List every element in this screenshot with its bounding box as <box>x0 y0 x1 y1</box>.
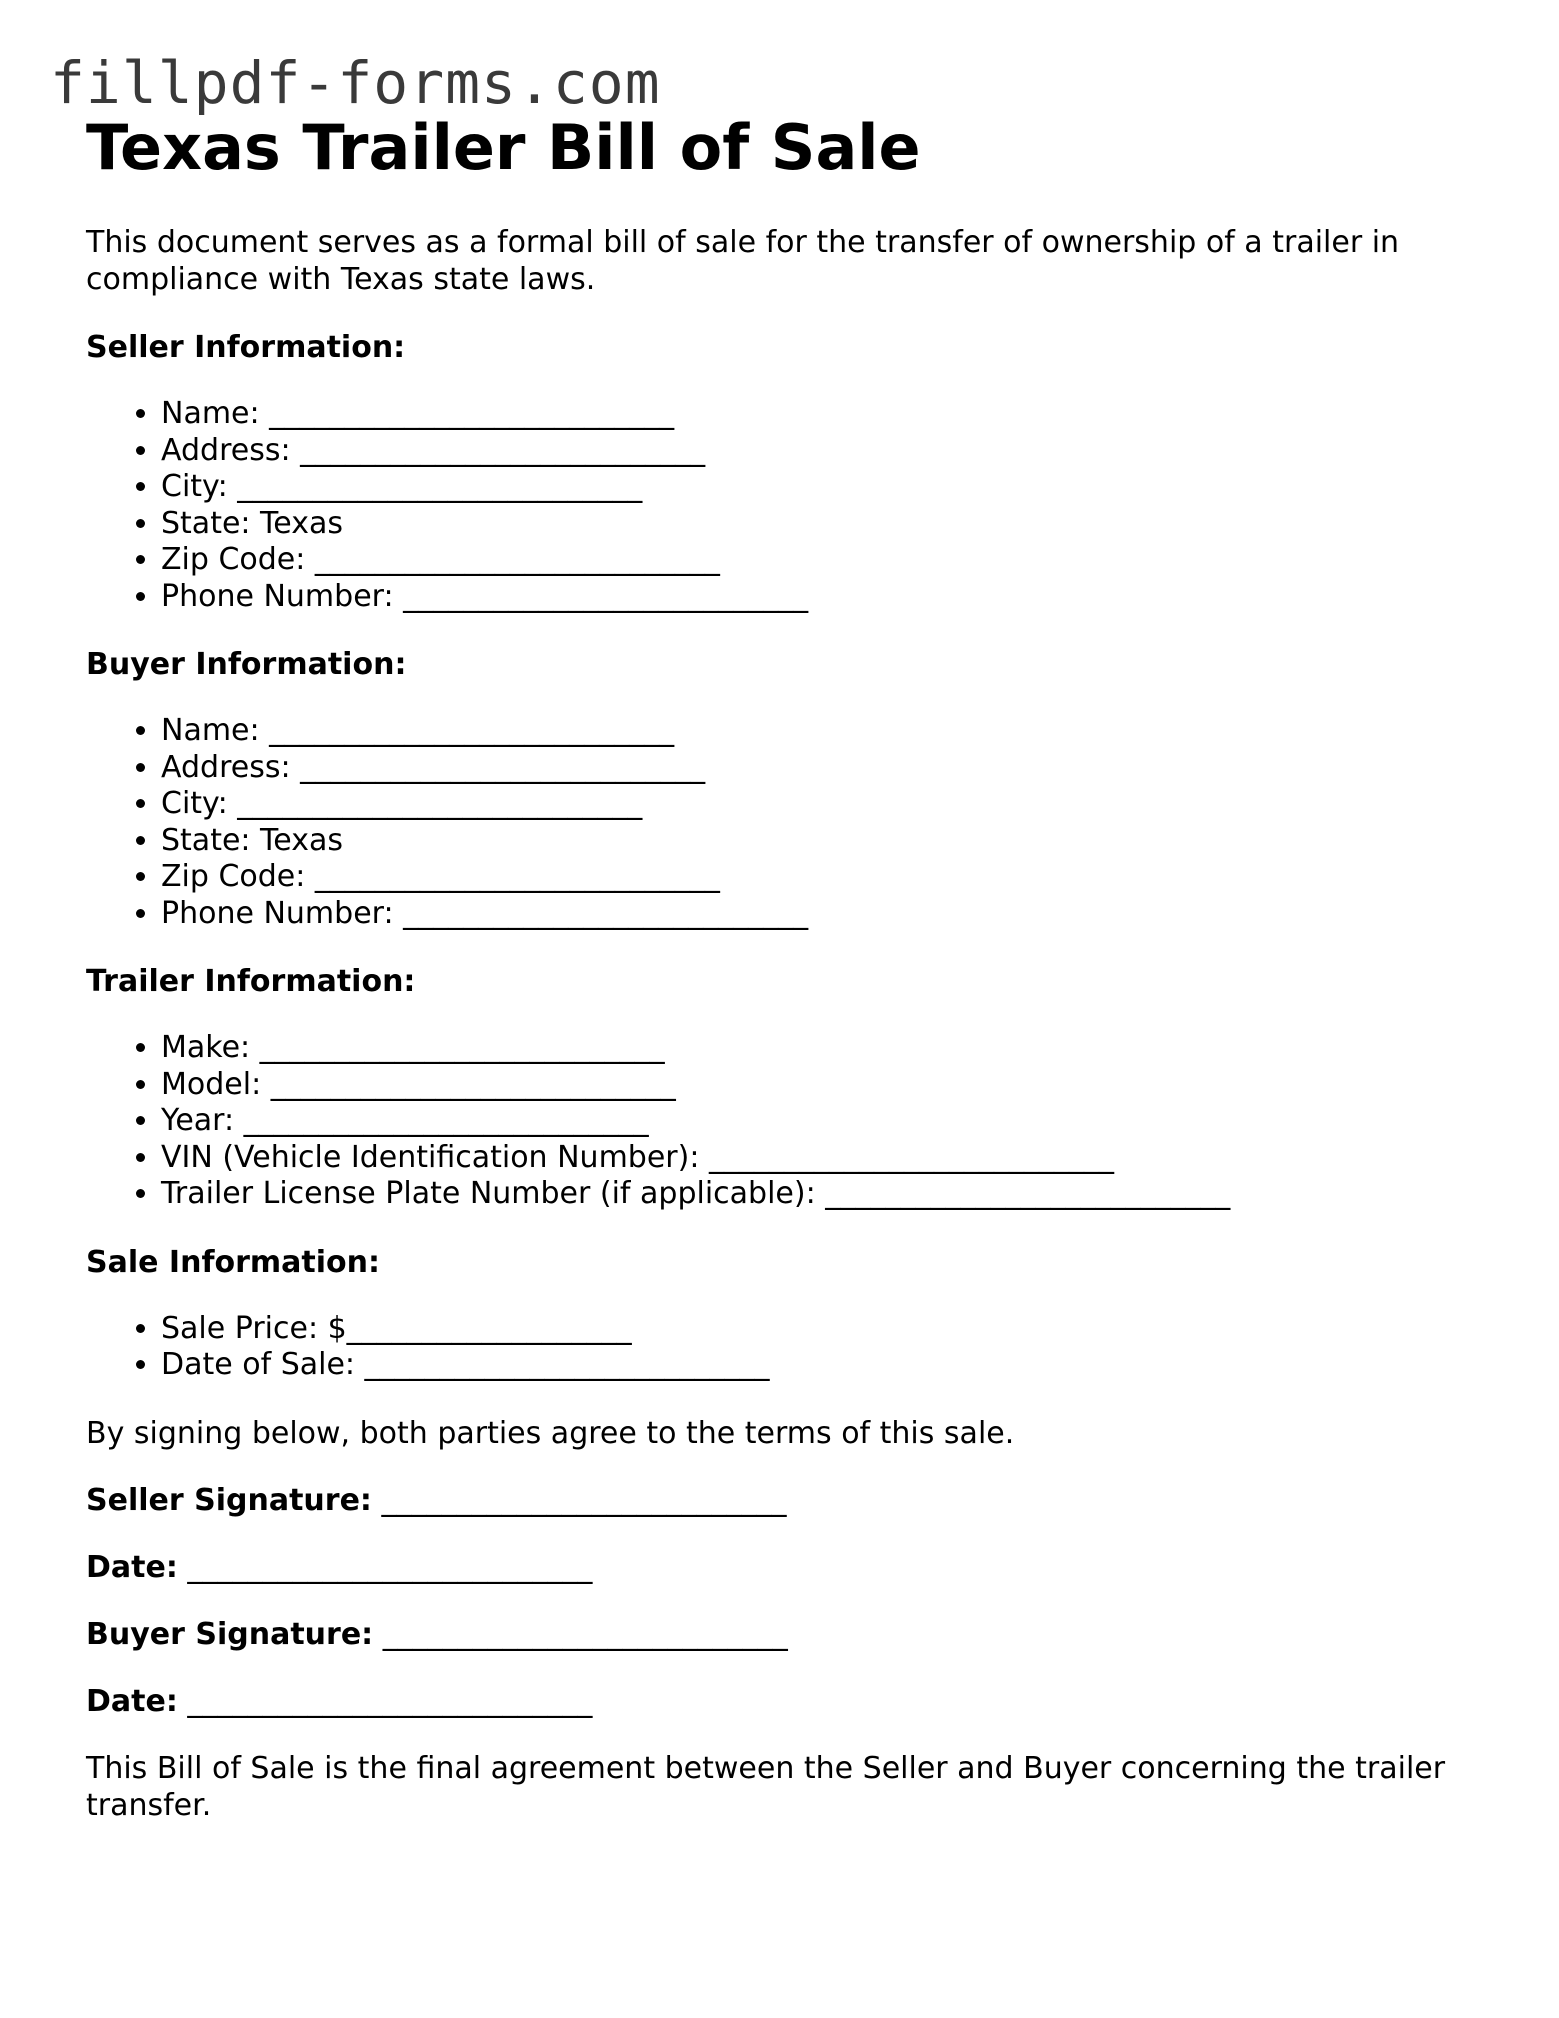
buyer-signature-row <box>86 1616 1486 1653</box>
trailer-vin-field: • VIN (Vehicle Identification Number): ___________________________ <box>161 1140 1486 1177</box>
buyer-signature-label: Buyer Signature: <box>86 1616 374 1652</box>
seller-city-field: • City: ___________________________ <box>161 469 1486 506</box>
seller-name-field: • Name: ___________________________ <box>161 396 1486 433</box>
buyer-date-row <box>86 1683 1486 1720</box>
seller-date-label: Date: <box>86 1549 178 1585</box>
agreement-statement: By signing below, both parties agree to the terms of this sale. <box>86 1415 1015 1451</box>
closing-statement: This Bill of Sale is the final agreement between the Seller and Buyer concerning the trailer transfer. <box>86 1750 1446 1823</box>
buyer-city-field: • City: ___________________________ <box>161 786 1486 823</box>
document-body <box>86 108 1486 1824</box>
sale-price-field: • Sale Price: $___________________ <box>161 1311 1486 1348</box>
seller-date-row <box>86 1549 1486 1586</box>
buyer-address-field: • Address: ___________________________ <box>161 750 1486 787</box>
seller-signature-row <box>86 1482 1486 1519</box>
seller-section-heading: Seller Information: <box>86 330 406 365</box>
seller-phone-field: • Phone Number: ___________________________ <box>161 579 1486 616</box>
trailer-make-field: • Make: ___________________________ <box>161 1030 1486 1067</box>
buyer-date-line: ___________________________ <box>187 1683 593 1719</box>
seller-zip-field: • Zip Code: ___________________________ <box>161 542 1486 579</box>
sale-section-heading: Sale Information: <box>86 1244 380 1280</box>
seller-address-field: • Address: ___________________________ <box>161 433 1486 470</box>
seller-signature-line: ___________________________ <box>381 1482 787 1518</box>
buyer-name-field: • Name: ___________________________ <box>161 713 1486 750</box>
buyer-phone-field: • Phone Number: ___________________________ <box>161 896 1486 933</box>
sale-field-list <box>86 1311 1486 1384</box>
buyer-date-label: Date: <box>86 1683 178 1719</box>
buyer-zip-field: • Zip Code: ___________________________ <box>161 859 1486 896</box>
trailer-field-list <box>86 1030 1486 1213</box>
watermark-text: fillpdf-forms.com <box>50 49 661 117</box>
buyer-signature-line: ___________________________ <box>382 1616 788 1652</box>
trailer-plate-field: • Trailer License Plate Number (if applicable): ___________________________ <box>161 1176 1486 1213</box>
seller-signature-label: Seller Signature: <box>86 1482 372 1518</box>
trailer-model-field: • Model: ___________________________ <box>161 1067 1486 1104</box>
intro-paragraph: This document serves as a formal bill of sale for the transfer of ownership of a trailer in compliance with Texas state laws. <box>86 225 1400 297</box>
trailer-year-field: • Year: ___________________________ <box>161 1103 1486 1140</box>
document-title: Texas Trailer Bill of Sale <box>86 111 921 184</box>
sale-date-field: • Date of Sale: ___________________________ <box>161 1347 1486 1384</box>
buyer-section-heading: Buyer Information: <box>86 647 407 682</box>
seller-field-list <box>86 396 1486 615</box>
buyer-state-field: • State: Texas <box>161 823 1486 860</box>
buyer-field-list <box>86 713 1486 932</box>
seller-date-line: ___________________________ <box>187 1549 593 1585</box>
trailer-section-heading: Trailer Information: <box>86 964 416 999</box>
seller-state-field: • State: Texas <box>161 506 1486 543</box>
